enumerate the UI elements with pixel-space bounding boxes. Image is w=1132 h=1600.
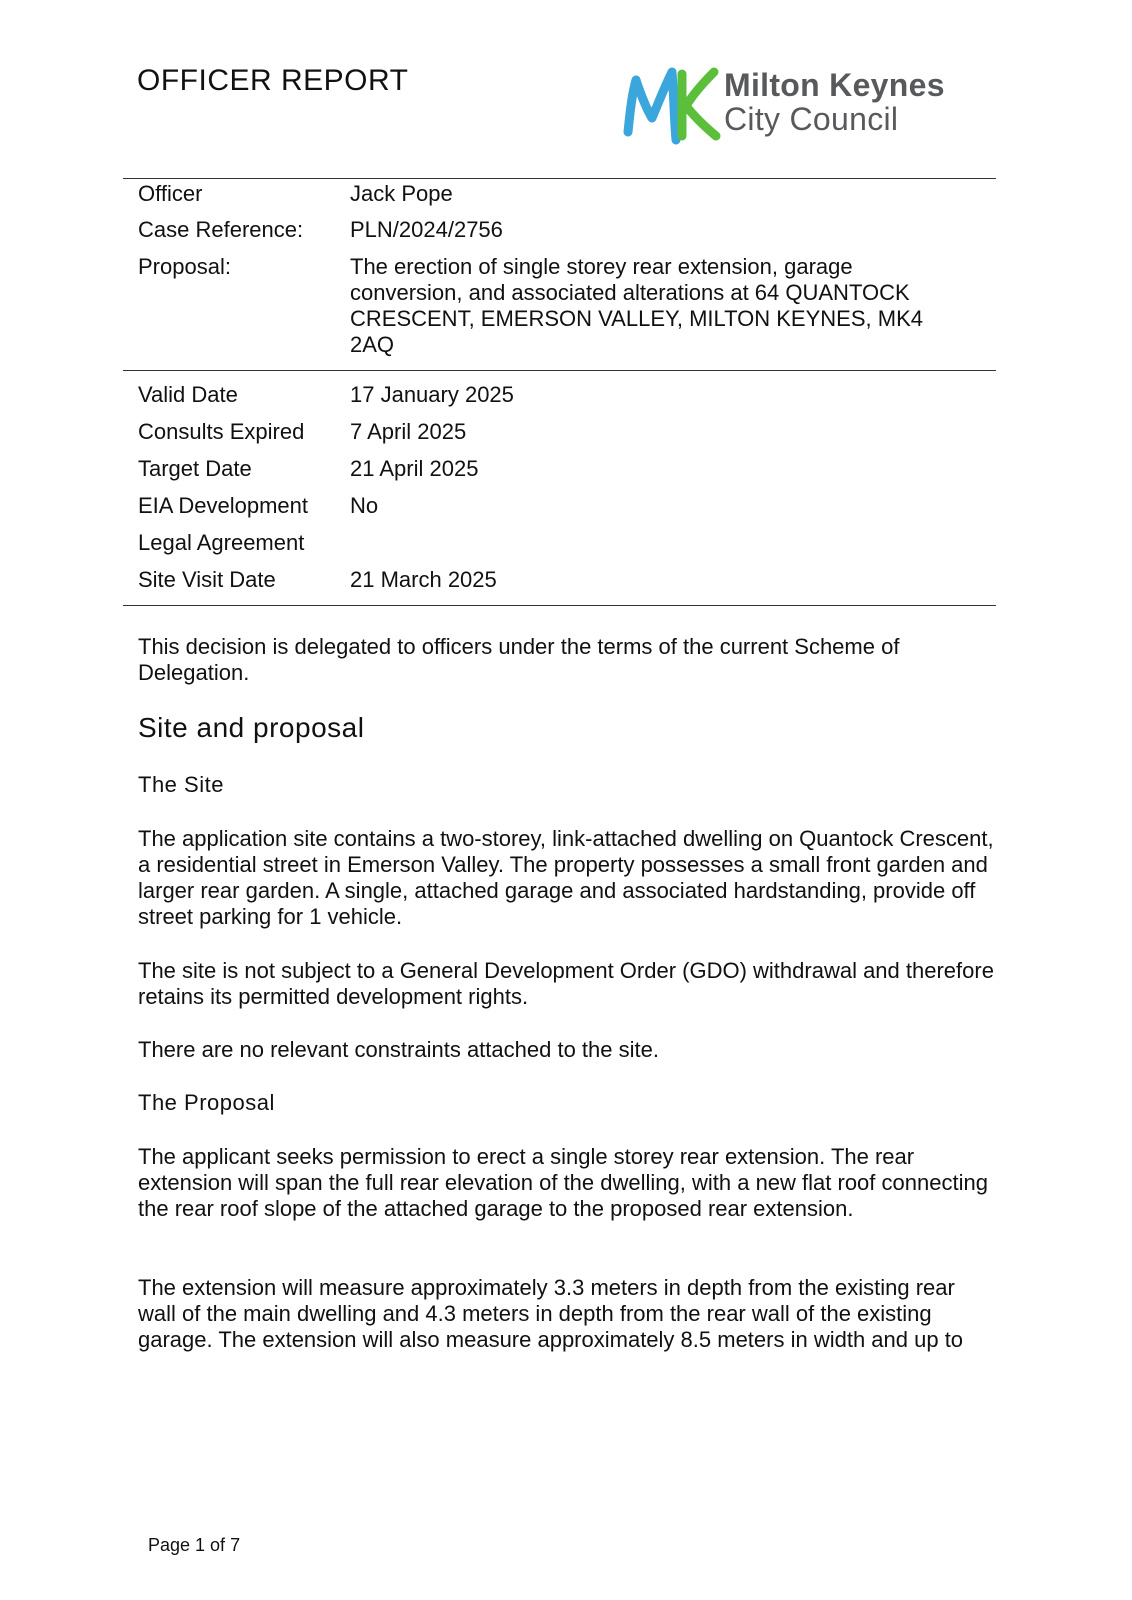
date-value: 7 April 2025 xyxy=(350,419,467,444)
date-value: 17 January 2025 xyxy=(350,382,514,407)
delegation-paragraph: This decision is delegated to officers under the terms of the current Scheme of Delegation. xyxy=(138,634,900,685)
site-paragraph: The site is not subject to a General Development Order (GDO) withdrawal and therefore retains its permitted development rights. xyxy=(138,958,994,1009)
divider xyxy=(123,605,996,606)
date-value: No xyxy=(350,493,379,518)
detail-label: Proposal: xyxy=(138,254,231,279)
divider xyxy=(123,178,996,179)
date-value: 21 March 2025 xyxy=(350,567,497,592)
section-heading: Site and proposal xyxy=(138,712,365,743)
divider xyxy=(123,370,996,371)
date-label: EIA Development xyxy=(138,493,308,518)
detail-value: PLN/2024/2756 xyxy=(350,217,503,242)
date-label: Target Date xyxy=(138,456,252,481)
detail-value: The erection of single storey rear extension, garage conversion, and associated alterations at 64 QUANTOCK CRESCENT, EMERSON VALLEY, MILTON KEYNES, MK4 2AQ xyxy=(350,254,923,357)
logo-wordmark xyxy=(724,68,945,136)
logo-line-2: City Council xyxy=(724,101,899,137)
detail-label: Officer xyxy=(138,181,203,206)
council-logo xyxy=(622,62,992,146)
date-label: Consults Expired xyxy=(138,419,305,444)
proposal-heading: The Proposal xyxy=(138,1090,275,1115)
logo-line-1: Milton Keynes xyxy=(724,67,945,103)
site-paragraph: There are no relevant constraints attached to the site. xyxy=(138,1037,659,1062)
mk-logo-mark-icon xyxy=(622,62,722,146)
proposal-paragraph: The applicant seeks permission to erect a single storey rear extension. The rear extension will span the full rear elevation of the dwelling, with a new flat roof connecting the rear roof slope of the attached garage to the proposed rear extension. xyxy=(138,1144,988,1221)
detail-value: Jack Pope xyxy=(350,181,453,206)
report-title: OFFICER REPORT xyxy=(137,64,409,97)
site-paragraph: The application site contains a two-storey, link-attached dwelling on Quantock Crescent, a residential street in Emerson Valley. The property possesses a small front garden and larger rear garden. A single, attached garage and associated hardstanding, provide off street parking for 1 vehicle. xyxy=(138,826,994,929)
page-number: Page 1 of 7 xyxy=(148,1535,241,1555)
date-label: Site Visit Date xyxy=(138,567,276,592)
date-label: Legal Agreement xyxy=(138,530,305,555)
date-label: Valid Date xyxy=(138,382,238,407)
date-value: 21 April 2025 xyxy=(350,456,479,481)
proposal-paragraph: The extension will measure approximately 3.3 meters in depth from the existing rear wall of the main dwelling and 4.3 meters in depth from the rear wall of the existing garage. The extension will also measure approximately 8.5 meters in width and up to xyxy=(138,1275,964,1352)
site-heading: The Site xyxy=(138,772,224,797)
detail-label: Case Reference: xyxy=(138,217,304,242)
